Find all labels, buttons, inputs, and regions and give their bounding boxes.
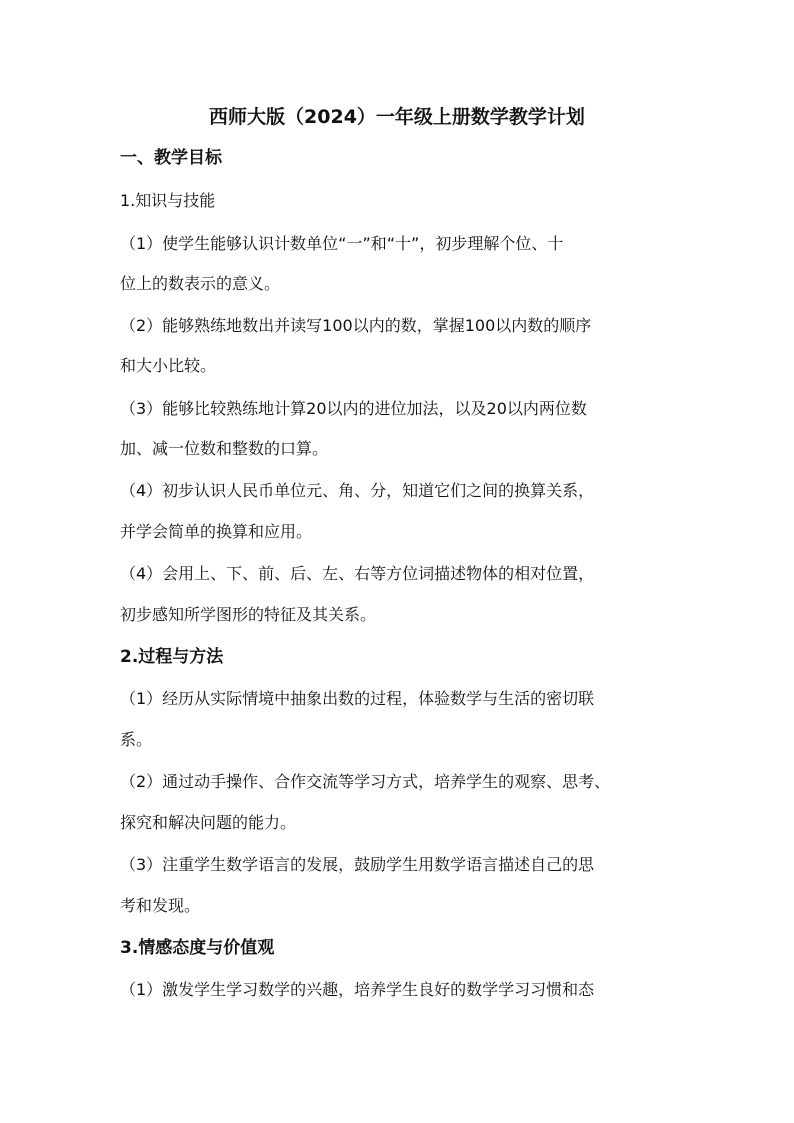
paragraph-line: 考和发现。 (120, 896, 201, 915)
subheading-knowledge-skills: 1.知识与技能 (120, 191, 216, 210)
paragraph-line: （1）使学生能够认识计数单位“一”和“十”，初步理解个位、十 (120, 234, 564, 253)
subheading-process-method: 2.过程与方法 (120, 647, 224, 667)
paragraph-line: （2）能够熟练地数出并读写100以内的数，掌握100以内数的顺序 (120, 316, 592, 335)
section-heading-teaching-goals: 一、教学目标 (120, 148, 222, 168)
document-title: 西师大版（2024）一年级上册数学教学计划 (209, 106, 585, 128)
paragraph-line: 系。 (120, 730, 153, 749)
paragraph-line: 和大小比较。 (120, 356, 217, 375)
paragraph-line: （4）初步认识人民币单位元、角、分，知道它们之间的换算关系， (120, 481, 595, 500)
paragraph-line: 初步感知所学图形的特征及其关系。 (120, 605, 377, 624)
paragraph-line: （1）激发学生学习数学的兴趣，培养学生良好的数学学习习惯和态 (120, 980, 595, 999)
paragraph-line: （1）经历从实际情境中抽象出数的过程，体验数学与生活的密切联 (120, 689, 595, 708)
paragraph-line: （2）通过动手操作、合作交流等学习方式，培养学生的观察、思考、 (120, 772, 611, 791)
paragraph-line: （3）能够比较熟练地计算20以内的进位加法，以及20以内两位数 (120, 399, 587, 418)
paragraph-line: 加、减一位数和整数的口算。 (120, 439, 329, 458)
paragraph-line: 并学会简单的换算和应用。 (120, 522, 313, 541)
paragraph-line: 位上的数表示的意义。 (120, 274, 281, 293)
paragraph-line: （3）注重学生数学语言的发展，鼓励学生用数学语言描述自己的思 (120, 855, 595, 874)
subheading-attitude-values: 3.情感态度与价值观 (120, 938, 275, 958)
paragraph-line: （4）会用上、下、前、后、左、右等方位词描述物体的相对位置， (120, 564, 595, 583)
paragraph-line: 探究和解决问题的能力。 (120, 813, 297, 832)
